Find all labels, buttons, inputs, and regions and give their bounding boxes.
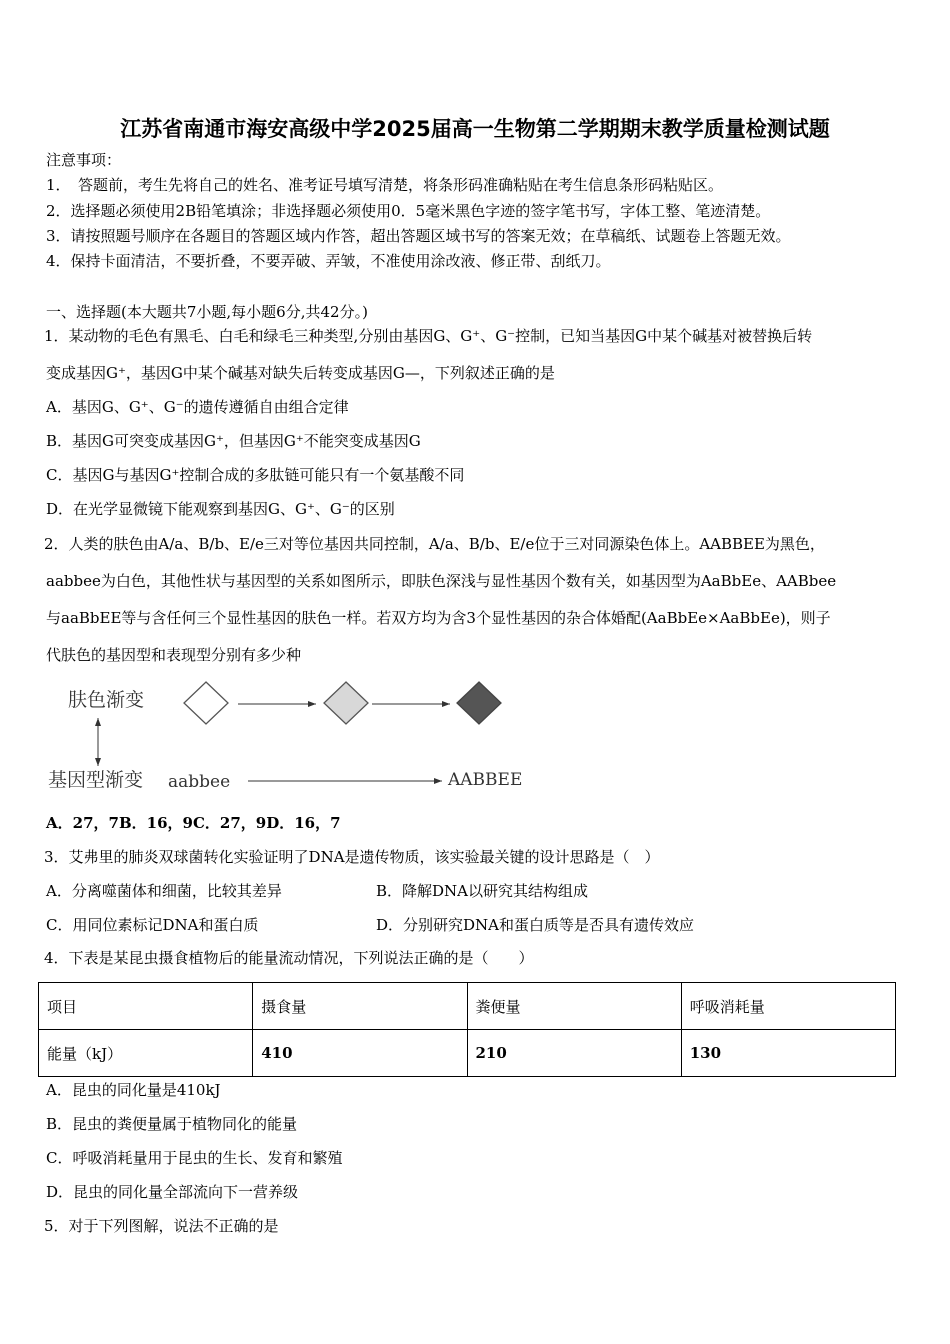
- q4-stem: 4．下表是某昆虫摄食植物后的能量流动情况，下列说法正确的是（ ）: [44, 949, 534, 967]
- q3-option-d: D．分别研究DNA和蛋白质等是否具有遗传效应: [376, 916, 695, 934]
- diagram-end-genotype: AABBEE: [448, 770, 523, 790]
- q1-option-b: B．基因G可突变成基因G⁺，但基因G⁺不能突变成基因G: [46, 432, 421, 450]
- diagram-skin-label: 肤色渐变: [68, 689, 145, 711]
- energy-table: [38, 982, 896, 1077]
- q2-answers: A．27，7B．16，9C．27，9D．16，7: [46, 814, 341, 832]
- q5-stem: 5．对于下列图解，说法不正确的是: [44, 1217, 279, 1235]
- table-cell: 410: [253, 1030, 467, 1077]
- q2-stem: aabbee为白色，其他性状与基因型的关系如图所示，即肤色深浅与显性基因个数有关，如基因型为AaBbEe、AABbee: [46, 572, 837, 590]
- q1-stem: 变成基因G⁺，基因G中某个碱基对缺失后转变成基因G—，下列叙述正确的是: [46, 364, 555, 382]
- q3-option-c: C．用同位素标记DNA和蛋白质: [46, 916, 259, 934]
- q4-option-d: D．昆虫的同化量全部流向下一营养级: [46, 1183, 299, 1201]
- table-header-row: [39, 983, 896, 1030]
- notice-item: 1． 答题前，考生先将自己的姓名、准考证号填写清楚，将条形码准确粘贴在考生信息条形码粘贴区。: [46, 176, 724, 194]
- table-cell: 210: [467, 1030, 681, 1077]
- q4-option-c: C．呼吸消耗量用于昆虫的生长、发育和繁殖: [46, 1149, 343, 1167]
- diagram-genotype-label: 基因型渐变: [48, 769, 144, 791]
- dark-diamond: [457, 682, 501, 724]
- q2-stem: 2．人类的肤色由A/a、B/b、E/e三对等位基因共同控制，A/a、B/b、E/e位于三对同源染色体上。AABBEE为黑色，: [44, 535, 825, 553]
- notice-item: 2．选择题必须使用2B铅笔填涂；非选择题必须使用0．5毫米黑色字迹的签字笔书写，字体工整、笔迹清楚。: [46, 202, 771, 220]
- q1-option-d: D．在光学显微镜下能观察到基因G、G⁺、G⁻的区别: [46, 500, 395, 518]
- table-cell: 项目: [39, 983, 253, 1030]
- q1-option-c: C．基因G与基因G⁺控制合成的多肽链可能只有一个氨基酸不同: [46, 466, 465, 484]
- notice-item: 3．请按照题号顺序在各题目的答题区域内作答，超出答题区域书写的答案无效；在草稿纸、试题卷上答题无效。: [46, 227, 791, 245]
- table-cell: 粪便量: [467, 983, 681, 1030]
- table-cell: 130: [681, 1030, 895, 1077]
- skin-gradient-diagram: [0, 670, 550, 800]
- q1-option-a: A．基因G、G⁺、G⁻的遗传遵循自由组合定律: [46, 398, 349, 416]
- q4-option-b: B．昆虫的粪便量属于植物同化的能量: [46, 1115, 298, 1133]
- notice-item: 4．保持卡面清洁，不要折叠，不要弄破、弄皱，不准使用涂改液、修正带、刮纸刀。: [46, 252, 611, 270]
- gray-diamond: [324, 682, 368, 724]
- q2-stem: 与aaBbEE等与含任何三个显性基因的肤色一样。若双方均为含3个显性基因的杂合体婚配(AaBbEe×AaBbEe)，则子: [46, 609, 831, 627]
- q4-option-a: A．昆虫的同化量是410kJ: [46, 1081, 221, 1099]
- section-heading: 一、选择题(本大题共7小题,每小题6分,共42分。): [46, 303, 368, 321]
- white-diamond: [184, 682, 228, 724]
- diagram-start-genotype: aabbee: [168, 772, 231, 792]
- table-cell: 能量（kJ）: [39, 1030, 253, 1077]
- page-title: 江苏省南通市海安高级中学2025届高一生物第二学期期末教学质量检测试题: [120, 117, 830, 141]
- table-row: [39, 1030, 896, 1077]
- q2-stem: 代肤色的基因型和表现型分别有多少种: [46, 646, 302, 664]
- table-cell: 摄食量: [253, 983, 467, 1030]
- notice-heading: 注意事项：: [46, 151, 122, 169]
- q3-option-b: B．降解DNA以研究其结构组成: [376, 882, 589, 900]
- q3-stem: 3．艾弗里的肺炎双球菌转化实验证明了DNA是遗传物质，该实验最关键的设计思路是（ ）: [44, 848, 660, 866]
- q3-option-a: A．分离噬菌体和细菌，比较其差异: [46, 882, 282, 900]
- table-cell: 呼吸消耗量: [681, 983, 895, 1030]
- q1-stem: 1．某动物的毛色有黑毛、白毛和绿毛三种类型,分别由基因G、G⁺、G⁻控制，已知当基因G中某个碱基对被替换后转: [44, 327, 813, 345]
